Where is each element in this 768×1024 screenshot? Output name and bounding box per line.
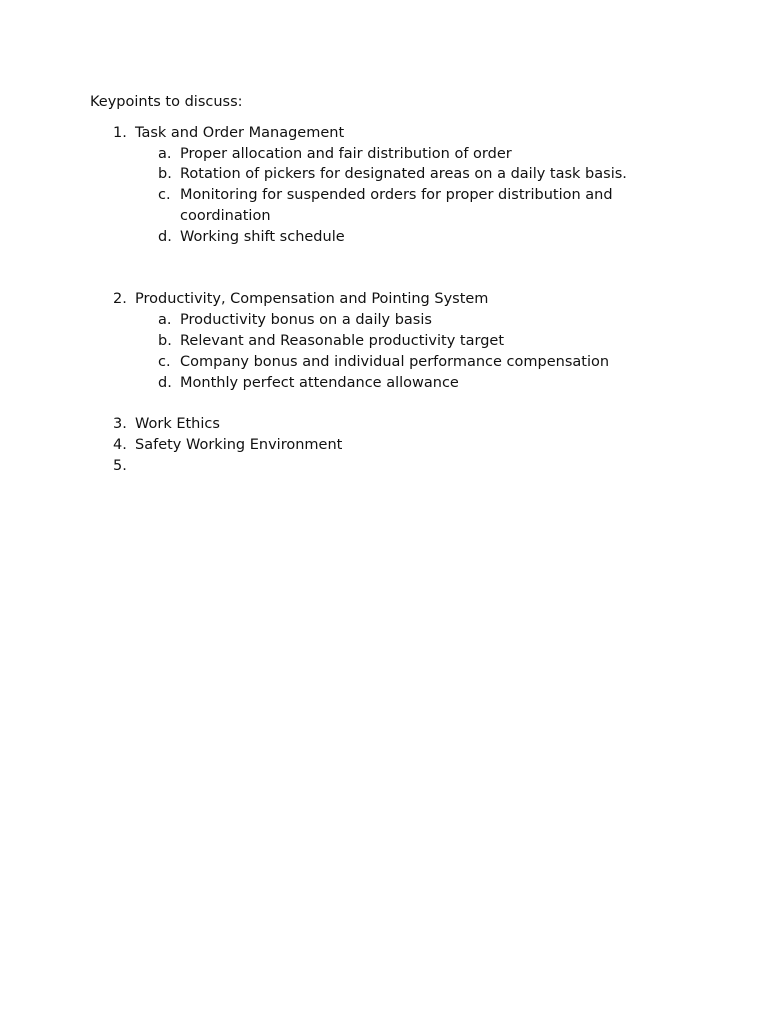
list-item-number: 1.	[113, 125, 127, 141]
list-item-text: Safety Working Environment	[135, 437, 343, 453]
sub-item-letter: d.	[158, 229, 172, 245]
list-item-number: 2.	[113, 291, 127, 307]
sub-item-text-continuation: coordination	[180, 208, 271, 224]
sub-item-letter: c.	[158, 187, 171, 203]
document-heading: Keypoints to discuss:	[90, 94, 243, 110]
sub-item-text: Company bonus and individual performance compensation	[180, 354, 610, 370]
sub-item-text: Monthly perfect attendance allowance	[180, 375, 459, 391]
list-item-number: 3.	[113, 416, 127, 432]
sub-item-text: Relevant and Reasonable productivity target	[180, 333, 504, 349]
sub-item-text: Monitoring for suspended orders for proper distribution and	[180, 187, 613, 203]
sub-item-letter: b.	[158, 166, 172, 182]
sub-item-text: Proper allocation and fair distribution of order	[180, 146, 512, 162]
sub-item-text: Rotation of pickers for designated areas on a daily task basis.	[180, 166, 627, 182]
list-item-number: 4.	[113, 437, 127, 453]
sub-item-letter: a.	[158, 146, 172, 162]
sub-item-letter: b.	[158, 333, 172, 349]
sub-item-letter: c.	[158, 354, 171, 370]
sub-item-text: Productivity bonus on a daily basis	[180, 312, 432, 328]
sub-item-letter: a.	[158, 312, 172, 328]
list-item-text: Work Ethics	[135, 416, 220, 432]
list-item-text: Task and Order Management	[135, 125, 345, 141]
sub-item-text: Working shift schedule	[180, 229, 345, 245]
list-item-number: 5.	[113, 458, 127, 474]
sub-item-letter: d.	[158, 375, 172, 391]
list-item-text: Productivity, Compensation and Pointing System	[135, 291, 489, 307]
